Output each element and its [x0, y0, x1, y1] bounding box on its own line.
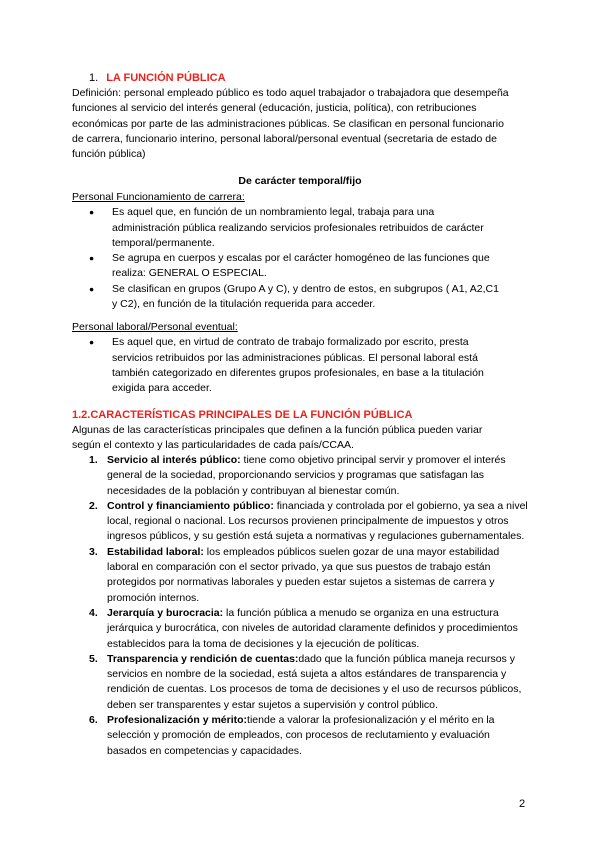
list-item: 1. Servicio al interés público: tiene como objetivo principal servir y promover el interés general de la sociedad, proporcionando servicios y programas que satisfagan las necesidades de la población y contribuyan al bienestar común. [89, 454, 506, 497]
page-number: 2 [519, 798, 526, 810]
list-item: ● Es aquel que, en virtud de contrato de trabajo formalizado por escrito, presta servicios retribuidos por las administraciones públicas. El personal laboral está también categorizado en diferentes grupos profesionales, en base a la titulación exigida para acceder. [89, 335, 487, 396]
laboral-list [89, 335, 487, 396]
list-item: ● Se agrupa en cuerpos y escalas por el carácter homogéneo de las funciones que realiza: GENERAL O ESPECIAL. [89, 251, 502, 282]
funcionario-label: Personal Funcionamiento de carrera: [72, 191, 245, 203]
funcionario-list [89, 205, 502, 312]
definition-paragraph [72, 86, 512, 162]
section-2-title: 1.2.CARACTERÍSTICAS PRINCIPALES DE LA FUNCIÓN PÚBLICA [72, 409, 413, 421]
characteristics-list [89, 453, 529, 759]
subheading: De carácter temporal/fijo [238, 175, 362, 187]
funcionario-section [72, 190, 532, 312]
list-item: 3. Estabilidad laboral: los empleados públicos suelen gozar de una mayor estabilidad laboral en comparación con el sector privado, ya que sus puestos de trabajo están protegidos por normativas laborales y pueden estar sujetos a sistemas de carrera y promoción internos. [89, 545, 500, 604]
list-item: ● Es aquel que, en función de un nombramiento legal, trabaja para una administración pública realizando servicios profesionales retribuidos de carácter temporal/permanente. [89, 205, 502, 251]
definition-text: Definición: personal empleado público es todo aquel trabajador o trabajadora que desempeña funciones al servicio del interés general (educación, justicia, política), con retribuciones económicas por parte de las administraciones públicas. Se clasifican en personal funcionario de carrera, funcionario interino, personal laboral/personal eventual (secretaria de estado de función pública) [72, 87, 509, 161]
list-item: 2. Control y financiamiento público: financiada y controlada por el gobierno, ya sea a nivel local, regional o nacional. Los recursos provienen principalmente de impuestos y otros ingresos públicos, y su gestión está sujeta a normativas y regulaciones gubernamentales. [89, 499, 528, 543]
section-1-title: LA FUNCIÓN PÚBLICA [106, 72, 226, 84]
list-item: 5. Transparencia y rendición de cuentas:dado que la función pública maneja recursos y servicios en nombre de la sociedad, está sujeta a altos estándares de transparencia y rendición de cuentas. Los procesos de toma de decisiones y el uso de recursos públicos, deben ser transparentes y estar sujetos a supervisión y control público. [89, 652, 522, 711]
list-item: ● Se clasifican en grupos (Grupo A y C), y dentro de estos, en subgrupos ( A1, A2,C1 y C2), en función de la titulación requerida para acceder. [89, 282, 502, 313]
section-1-number: 1. [89, 72, 99, 84]
laboral-section [72, 320, 532, 396]
list-item: 6. Profesionalización y mérito:tiende a valorar la profesionalización y el mérito en la selección y promoción de empleados, con procesos de reclutamiento y evaluación basados en competencias y capacidades. [89, 714, 495, 757]
section-1-heading [89, 71, 226, 86]
list-item: 4. Jerarquía y burocracia: la función pública a menudo se organiza en una estructura jerárquica y burocrática, con niveles de autoridad claramente definidos y procedimientos establecidos para la toma de decisiones y la ejecución de políticas. [89, 606, 518, 650]
section-2-intro: Algunas de las características principales que definen a la función pública pueden variar según el contexto y las particularidades de cada país/CCAA. [72, 424, 483, 452]
laboral-label: Personal laboral/Personal eventual: [72, 321, 238, 333]
